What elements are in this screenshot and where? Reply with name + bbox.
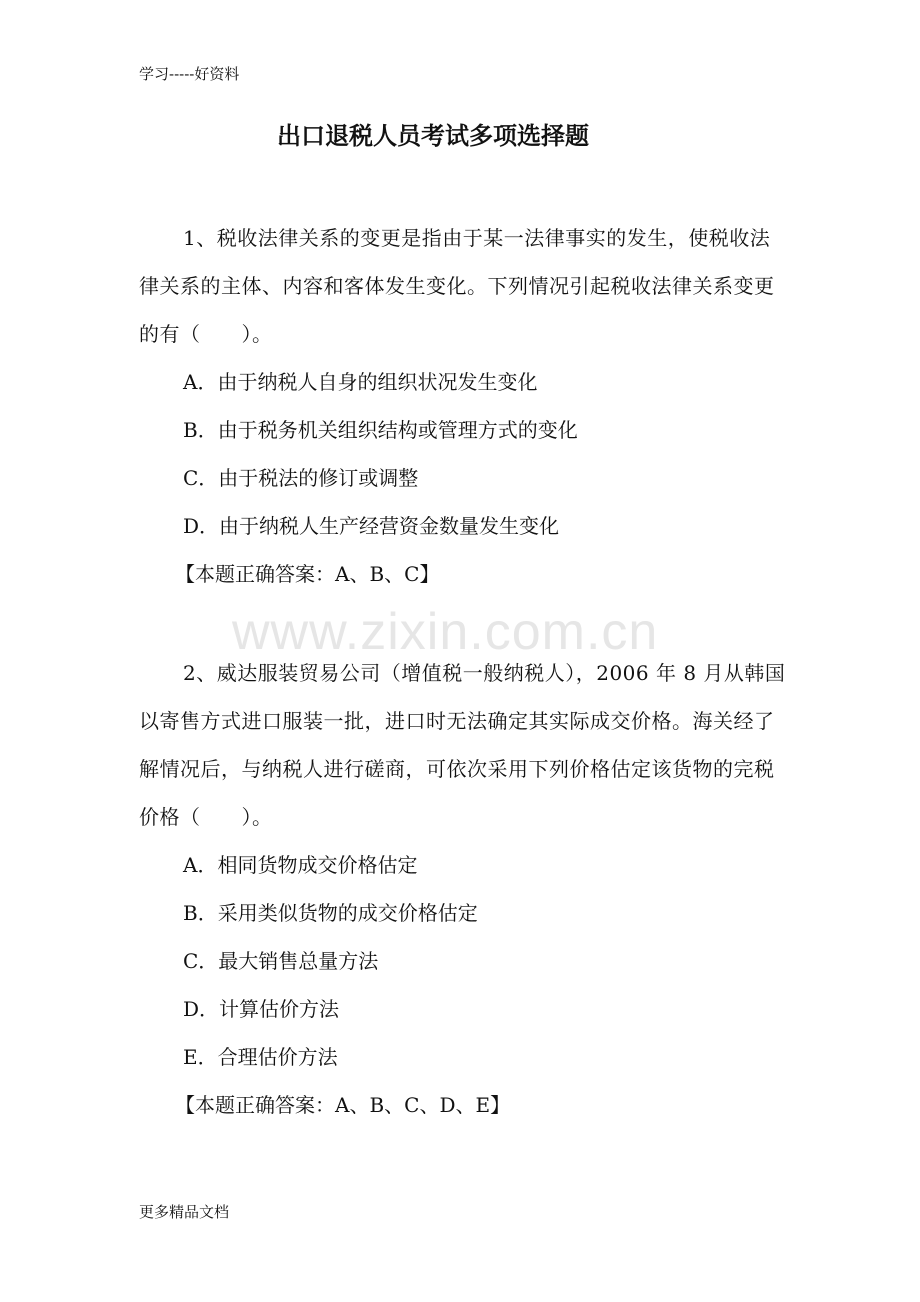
question-stem: 2、威达服装贸易公司（增值税一般纳税人），2006 年 8 月从韩国以寄售方式进口服装一批，进口时无法确定其实际成交价格。海关经了解情况后，与纳税人进行磋商，可依次采用下列价格估定该货物的完税价格（ ）。 [139,661,786,829]
option-a: A．相同货物成交价格估定 [183,853,418,877]
header-note: 学习-----好资料 [139,65,240,83]
correct-answer: 【本题正确答案：A、B、C、D、E】 [175,1093,511,1117]
footer-note: 更多精品文档 [139,1203,230,1221]
option-e: E．合理估价方法 [183,1045,338,1069]
option-a: A．由于纳税人自身的组织状况发生变化 [183,370,538,394]
watermark: www.zixin.com.cn [232,603,659,661]
option-c: C．由于税法的修订或调整 [183,466,419,490]
option-b: B．由于税务机关组织结构或管理方式的变化 [183,418,578,442]
option-c: C．最大销售总量方法 [183,949,379,973]
question-1 [139,214,789,598]
question-2 [139,649,789,1129]
option-b: B．采用类似货物的成交价格估定 [183,901,478,925]
document-title: 出口退税人员考试多项选择题 [277,122,589,150]
option-d: D．由于纳税人生产经营资金数量发生变化 [183,514,560,538]
question-stem: 1、税收法律关系的变更是指由于某一法律事实的发生，使税收法律关系的主体、内容和客体发生变化。下列情况引起税收法律关系变更的有（ ）。 [139,226,775,346]
correct-answer: 【本题正确答案：A、B、C】 [175,562,440,586]
option-d: D．计算估价方法 [183,997,340,1021]
